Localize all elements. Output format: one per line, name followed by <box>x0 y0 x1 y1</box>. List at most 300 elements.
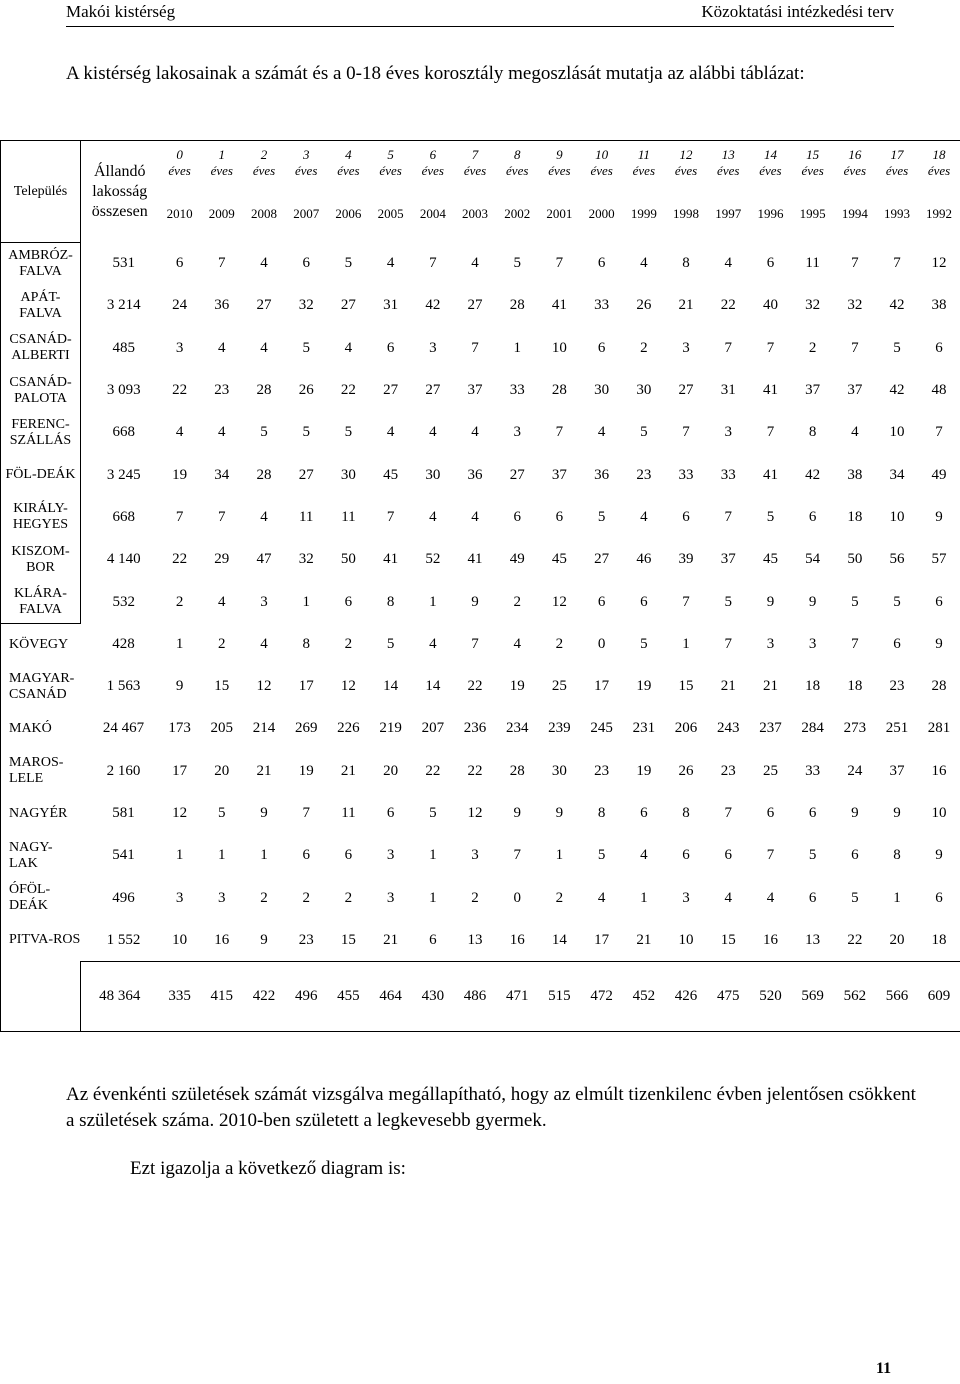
age-number: 13 <box>721 147 735 163</box>
age-count: 4 <box>218 424 226 441</box>
town-name: NAGYÉR <box>1 792 81 834</box>
age-count: 50 <box>340 551 356 568</box>
paragraph-diagram-intro: Ezt igazolja a következő diagram is: <box>130 1158 406 1179</box>
age-count: 4 <box>260 255 268 272</box>
age-count: 26 <box>678 762 694 779</box>
birth-year: 2010 <box>166 206 193 221</box>
age-count: 6 <box>893 635 901 652</box>
age-count: 7 <box>851 339 859 356</box>
population-label-line: összesen <box>91 202 148 220</box>
age-count: 23 <box>636 466 652 483</box>
age-count: 8 <box>682 255 690 272</box>
town-name: APÁT-FALVA <box>1 285 81 327</box>
age-count: 8 <box>893 847 901 864</box>
age-count: 1 <box>555 847 564 864</box>
age-count: 5 <box>851 889 859 906</box>
age-count: 5 <box>218 805 226 821</box>
age-count: 6 <box>513 508 521 525</box>
sum-row-label-cell <box>1 962 81 1032</box>
age-count: 19 <box>172 466 188 483</box>
age-count: 1 <box>513 339 521 356</box>
birth-year: 2005 <box>377 206 404 221</box>
sum-value: 569 <box>792 962 834 1032</box>
age-number: 15 <box>806 147 820 163</box>
age-header <box>454 141 496 186</box>
age-count: 3 <box>682 889 690 906</box>
town-name: AMBRÓZ-FALVA <box>1 243 81 285</box>
age-count: 36 <box>594 466 610 483</box>
birth-year: 1992 <box>918 186 960 243</box>
age-count: 30 <box>594 382 610 399</box>
age-count: 33 <box>678 466 694 483</box>
age-count: 11 <box>298 508 314 525</box>
age-count: 12 <box>551 593 567 610</box>
sum-value: 566 <box>876 962 918 1032</box>
age-count: 38 <box>847 466 863 483</box>
age-count: 6 <box>851 847 859 864</box>
age-count: 32 <box>805 297 821 314</box>
age-unit: éves <box>885 163 909 179</box>
age-count: 49 <box>509 551 525 568</box>
age-count: 26 <box>636 297 652 314</box>
age-count: 12 <box>467 805 483 821</box>
age-count: 32 <box>298 551 314 568</box>
age-count: 7 <box>766 424 775 441</box>
running-header <box>66 0 894 27</box>
age-count: 21 <box>340 762 356 779</box>
age-count: 7 <box>302 805 310 821</box>
age-count: 24 <box>847 762 863 779</box>
sum-value: 520 <box>749 962 791 1032</box>
age-number: 2 <box>260 147 268 163</box>
age-count: 4 <box>260 508 268 525</box>
age-count: 4 <box>344 339 353 356</box>
age-count: 214 <box>252 720 276 737</box>
population-total: 531 <box>112 255 135 272</box>
age-count: 22 <box>172 551 188 568</box>
page-number: 11 <box>876 1360 892 1377</box>
age-count: 7 <box>555 255 564 272</box>
age-count: 7 <box>918 412 960 454</box>
age-count: 5 <box>893 339 901 356</box>
age-count: 21 <box>383 931 399 948</box>
town-name: KIRÁLY-HEGYES <box>1 496 81 538</box>
age-count: 6 <box>918 327 960 369</box>
age-count: 4 <box>218 339 226 356</box>
age-header <box>285 141 327 186</box>
age-header <box>243 141 285 186</box>
sum-value: 486 <box>454 962 496 1032</box>
sum-value: 455 <box>327 962 369 1032</box>
population-total: 4 140 <box>106 551 141 568</box>
age-count: 34 <box>889 466 905 483</box>
age-count: 2 <box>640 339 648 356</box>
age-count: 16 <box>509 931 525 948</box>
age-count: 9 <box>513 805 521 821</box>
age-count: 10 <box>918 792 960 834</box>
age-count: 28 <box>509 762 525 779</box>
age-count: 4 <box>640 508 648 525</box>
sum-value: 426 <box>665 962 707 1032</box>
age-count: 7 <box>724 508 732 525</box>
age-count: 7 <box>175 508 184 525</box>
age-count: 9 <box>766 593 775 610</box>
age-count: 7 <box>471 339 479 356</box>
age-count: 57 <box>918 539 960 581</box>
age-count: 21 <box>762 678 778 695</box>
age-count: 38 <box>918 285 960 327</box>
age-count: 234 <box>505 720 529 737</box>
age-count: 4 <box>640 847 648 864</box>
age-count: 45 <box>383 466 399 483</box>
age-count: 6 <box>682 847 690 864</box>
age-header <box>749 141 791 186</box>
age-count: 1 <box>893 889 901 906</box>
age-count: 7 <box>555 424 564 441</box>
intro-paragraph: A kistérség lakosainak a számát és a 0-18 éves korosztály megoszlását mutatja az alábbi táblázat: <box>66 63 805 84</box>
town-name: MAROS-LELE <box>1 750 81 792</box>
birth-year: 2004 <box>419 206 446 221</box>
table-row <box>1 412 960 454</box>
birth-year: 1998 <box>673 206 700 221</box>
header-row-ages <box>1 141 960 186</box>
age-count: 173 <box>168 720 191 737</box>
age-count: 2 <box>260 889 268 906</box>
age-count: 3 <box>175 889 184 906</box>
age-count: 3 <box>218 889 226 906</box>
age-count: 32 <box>298 297 314 314</box>
age-count: 28 <box>256 382 272 399</box>
age-count: 4 <box>386 255 395 272</box>
age-number: 0 <box>176 147 183 163</box>
age-header <box>201 141 243 186</box>
age-count: 3 <box>471 847 479 864</box>
age-count: 19 <box>298 762 314 779</box>
age-count: 20 <box>214 762 230 779</box>
age-count: 3 <box>766 635 775 652</box>
sum-value: 422 <box>243 962 285 1032</box>
age-count: 27 <box>383 382 399 399</box>
age-count: 23 <box>889 678 905 695</box>
age-count: 6 <box>808 508 817 525</box>
age-count: 6 <box>766 255 775 272</box>
age-count: 3 <box>808 635 817 652</box>
age-count: 6 <box>597 339 606 356</box>
age-count: 1 <box>175 847 184 864</box>
age-header <box>159 141 201 186</box>
age-count: 0 <box>513 889 521 906</box>
age-count: 42 <box>889 382 905 399</box>
age-count: 6 <box>597 593 606 610</box>
age-count: 21 <box>720 678 736 695</box>
age-count: 5 <box>640 424 648 441</box>
age-unit: éves <box>379 163 402 179</box>
age-count: 219 <box>379 720 402 737</box>
age-count: 28 <box>551 382 567 399</box>
age-count: 8 <box>302 635 310 652</box>
age-count: 4 <box>471 424 479 441</box>
age-count: 205 <box>210 720 234 737</box>
age-count: 28 <box>509 297 525 314</box>
population-table <box>0 140 960 1032</box>
paragraph-births: Az évenkénti születések számát vizsgálva megállapítható, hogy az elmúlt tizenkilenc évben jelentősen csökkent a születések száma. 2010-ben született a legkevesebb gyermek. <box>66 1084 916 1131</box>
age-count: 15 <box>720 931 736 948</box>
age-unit: éves <box>801 163 824 179</box>
age-count: 4 <box>429 424 437 441</box>
age-count: 41 <box>762 382 778 399</box>
age-number: 10 <box>595 147 609 163</box>
age-count: 6 <box>682 508 690 525</box>
age-count: 33 <box>594 297 610 314</box>
age-count: 12 <box>256 678 272 695</box>
age-count: 45 <box>762 551 778 568</box>
age-count: 18 <box>918 919 960 961</box>
age-count: 231 <box>632 720 656 737</box>
age-count: 4 <box>386 424 395 441</box>
age-count: 7 <box>851 255 859 272</box>
age-count: 14 <box>551 931 567 948</box>
age-unit: éves <box>759 163 782 179</box>
age-count: 6 <box>429 931 437 948</box>
age-count: 22 <box>720 297 736 314</box>
age-count: 24 <box>172 297 188 314</box>
age-count: 30 <box>551 762 567 779</box>
sum-total: 48 364 <box>81 962 159 1032</box>
age-count: 34 <box>214 466 230 483</box>
population-total: 485 <box>112 339 135 356</box>
age-count: 28 <box>918 665 960 707</box>
age-count: 41 <box>551 297 567 314</box>
age-count: 10 <box>172 931 188 948</box>
age-count: 27 <box>594 551 610 568</box>
age-count: 4 <box>724 889 732 906</box>
age-count: 9 <box>918 623 960 665</box>
age-header <box>707 141 749 186</box>
table-row <box>1 243 960 285</box>
age-number: 3 <box>302 147 310 163</box>
birth-year: 2009 <box>208 206 235 221</box>
age-count: 7 <box>682 593 690 610</box>
age-count: 4 <box>597 424 606 441</box>
age-count: 54 <box>805 551 821 568</box>
age-count: 41 <box>383 551 399 568</box>
age-count: 16 <box>762 931 778 948</box>
age-count: 4 <box>724 255 732 272</box>
age-count: 17 <box>594 931 610 948</box>
age-header <box>918 141 960 186</box>
age-count: 9 <box>808 593 817 610</box>
age-count: 3 <box>724 424 732 441</box>
age-count: 9 <box>893 805 901 821</box>
age-count: 23 <box>594 762 610 779</box>
age-count: 8 <box>682 805 690 821</box>
age-count: 31 <box>720 382 736 399</box>
table-row <box>1 369 960 411</box>
age-count: 31 <box>383 297 399 314</box>
age-count: 3 <box>386 889 395 906</box>
town-name: CSANÁD-PALOTA <box>1 369 81 411</box>
age-count: 23 <box>298 931 314 948</box>
town-name: PITVA-ROS <box>1 919 81 961</box>
table-row <box>1 581 960 623</box>
age-header <box>876 141 918 186</box>
age-count: 25 <box>762 762 778 779</box>
age-count: 13 <box>467 931 483 948</box>
age-count: 27 <box>340 297 356 314</box>
age-count: 22 <box>340 382 356 399</box>
sum-value: 609 <box>918 962 960 1032</box>
age-count: 40 <box>762 297 778 314</box>
table-row <box>1 327 960 369</box>
population-total: 3 245 <box>106 466 141 483</box>
age-count: 1 <box>175 635 184 652</box>
age-count: 12 <box>172 805 188 821</box>
age-unit: éves <box>674 163 698 179</box>
sum-value: 430 <box>412 962 454 1032</box>
age-count: 1 <box>429 889 437 906</box>
population-total: 668 <box>112 424 135 441</box>
sum-value: 415 <box>201 962 243 1032</box>
age-count: 47 <box>256 551 272 568</box>
age-count: 239 <box>548 720 571 737</box>
age-count: 16 <box>214 931 230 948</box>
age-count: 4 <box>471 508 479 525</box>
age-count: 18 <box>805 678 821 695</box>
table-row <box>1 496 960 538</box>
age-count: 1 <box>682 635 690 652</box>
population-total: 1 552 <box>106 931 141 948</box>
age-count: 2 <box>513 593 521 610</box>
age-count: 243 <box>716 720 740 737</box>
age-count: 1 <box>302 593 310 610</box>
town-name: KÖVEGY <box>1 623 81 665</box>
age-count: 9 <box>175 678 184 695</box>
sum-value: 475 <box>707 962 749 1032</box>
town-name: CSANÁD-ALBERTI <box>1 327 81 369</box>
age-count: 52 <box>425 551 441 568</box>
town-name: KLÁRA-FALVA <box>1 581 81 623</box>
age-count: 245 <box>590 720 613 737</box>
age-header <box>665 141 707 186</box>
age-count: 5 <box>724 593 732 610</box>
age-count: 4 <box>260 339 268 356</box>
age-count: 5 <box>597 847 606 864</box>
age-count: 5 <box>597 508 606 525</box>
age-count: 22 <box>847 931 863 948</box>
population-total: 496 <box>112 889 135 906</box>
table-row <box>1 665 960 707</box>
age-count: 3 <box>175 339 184 356</box>
sum-value: 335 <box>159 962 201 1032</box>
age-number: 7 <box>471 147 479 163</box>
age-number: 5 <box>387 147 394 163</box>
age-count: 22 <box>172 382 188 399</box>
age-count: 37 <box>720 551 736 568</box>
age-count: 226 <box>337 720 360 737</box>
age-count: 14 <box>425 678 441 695</box>
age-count: 15 <box>678 678 694 695</box>
age-count: 36 <box>214 297 230 314</box>
birth-year: 2003 <box>462 206 489 221</box>
age-count: 9 <box>851 805 859 821</box>
age-count: 6 <box>597 255 606 272</box>
population-total: 581 <box>112 805 135 821</box>
sum-value: 496 <box>285 962 327 1032</box>
table-row <box>1 285 960 327</box>
age-count: 28 <box>256 466 272 483</box>
table-row <box>1 539 960 581</box>
age-count: 18 <box>847 678 863 695</box>
age-unit: éves <box>843 163 867 179</box>
age-number: 8 <box>513 147 521 163</box>
column-header-town: Település <box>1 141 81 243</box>
birth-year: 2007 <box>293 206 320 221</box>
age-header <box>370 141 412 186</box>
age-count: 5 <box>640 635 648 652</box>
column-header-population <box>81 141 159 243</box>
age-count: 15 <box>214 678 230 695</box>
age-count: 2 <box>555 635 564 652</box>
age-unit: éves <box>337 163 360 179</box>
age-count: 49 <box>918 454 960 496</box>
age-count: 23 <box>214 382 230 399</box>
age-count: 2 <box>302 889 310 906</box>
age-count: 0 <box>597 635 606 652</box>
age-count: 5 <box>302 339 310 356</box>
population-total: 1 563 <box>106 678 141 695</box>
age-count: 6 <box>302 255 310 272</box>
age-count: 7 <box>766 847 775 864</box>
age-count: 30 <box>425 466 441 483</box>
age-count: 2 <box>344 635 353 652</box>
age-count: 1 <box>640 889 648 906</box>
age-count: 37 <box>847 382 863 399</box>
table-row <box>1 877 960 919</box>
age-count: 4 <box>175 424 184 441</box>
age-count: 20 <box>383 762 399 779</box>
age-count: 37 <box>467 382 483 399</box>
age-count: 4 <box>429 635 437 652</box>
age-count: 13 <box>805 931 821 948</box>
age-count: 27 <box>298 466 314 483</box>
age-count: 5 <box>344 424 353 441</box>
age-count: 37 <box>805 382 821 399</box>
age-count: 15 <box>340 931 356 948</box>
age-header <box>792 141 834 186</box>
age-count: 1 <box>218 847 226 864</box>
age-count: 9 <box>260 931 268 948</box>
age-count: 50 <box>847 551 863 568</box>
age-count: 251 <box>885 720 909 737</box>
age-count: 6 <box>808 805 817 821</box>
age-count: 7 <box>386 508 395 525</box>
age-count: 19 <box>636 678 652 695</box>
town-name: FÖL-DEÁK <box>1 454 81 496</box>
age-header <box>327 141 369 186</box>
population-total: 532 <box>112 593 135 610</box>
age-count: 2 <box>175 593 184 610</box>
age-count: 6 <box>724 847 732 864</box>
age-count: 7 <box>218 255 226 272</box>
birth-year: 2001 <box>546 206 573 221</box>
age-count: 7 <box>513 847 521 864</box>
age-count: 9 <box>918 835 960 877</box>
age-count: 30 <box>636 382 652 399</box>
age-count: 9 <box>260 805 268 821</box>
age-count: 14 <box>383 678 399 695</box>
age-count: 6 <box>640 805 648 821</box>
age-count: 33 <box>805 762 821 779</box>
